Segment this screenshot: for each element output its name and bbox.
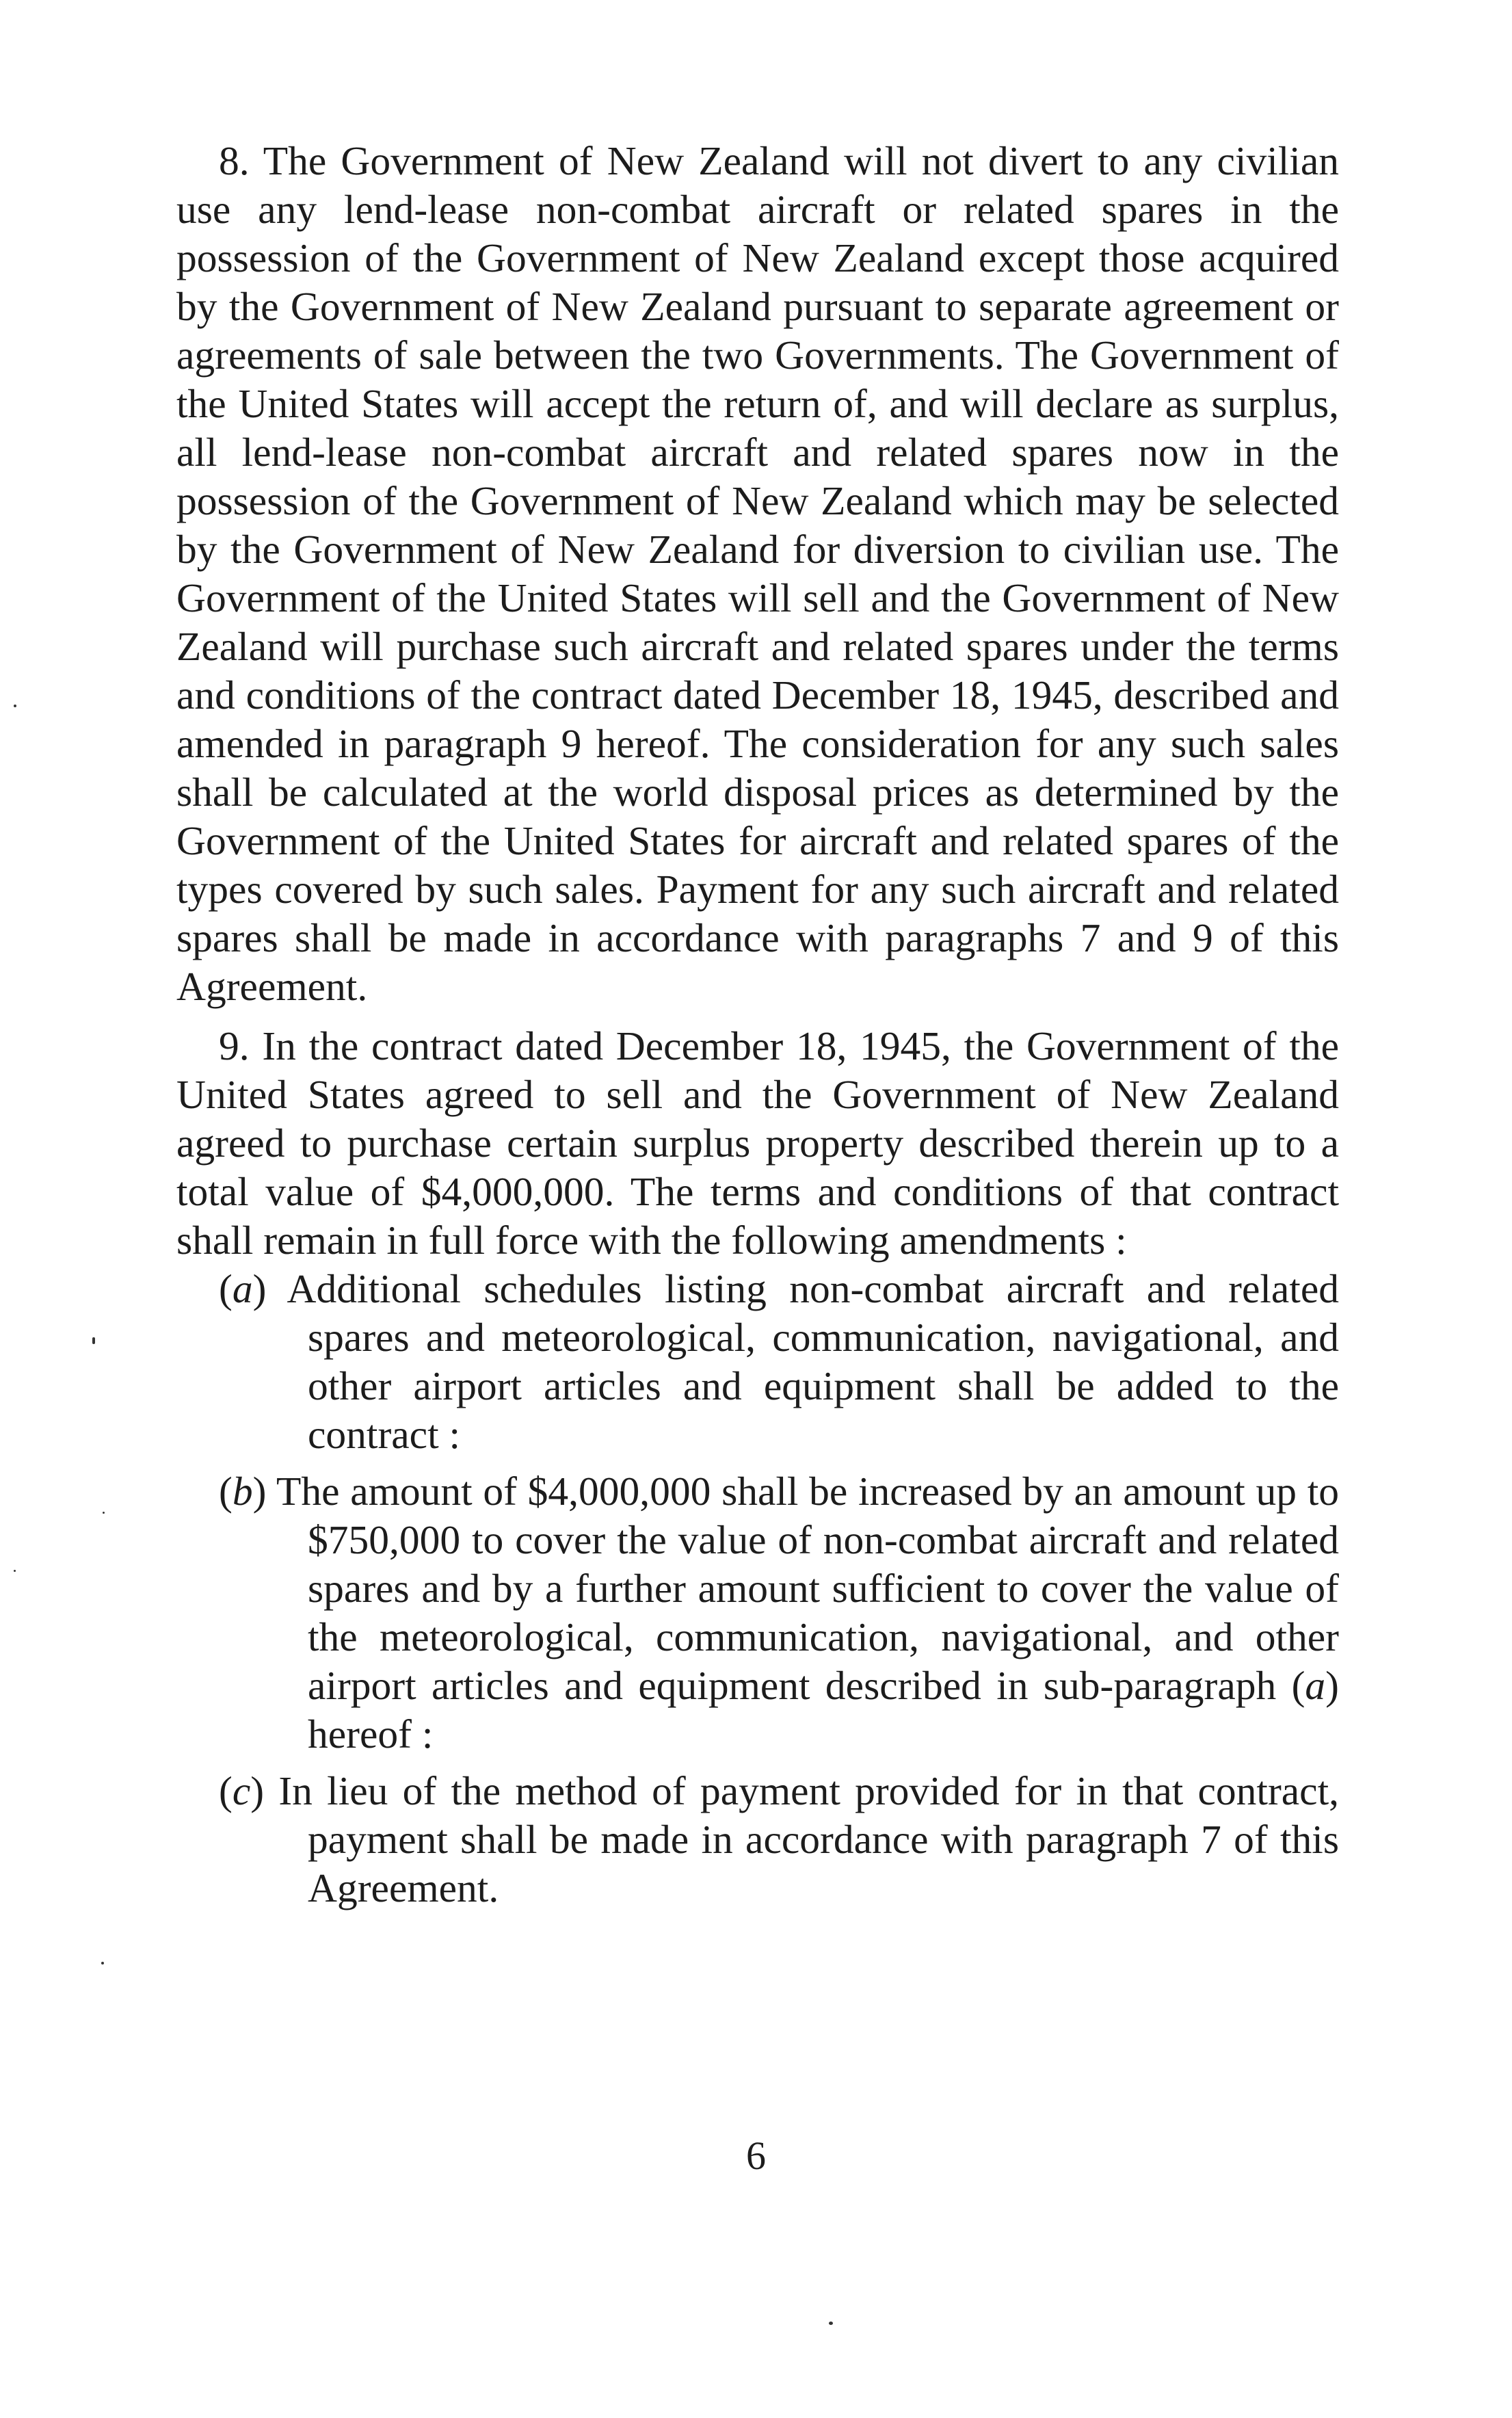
- subparagraph-text-end: hereof :: [308, 1711, 434, 1757]
- subparagraph-letter: b: [232, 1469, 253, 1514]
- subparagraph-text: In lieu of the method of payment provided for in that contract, payment shall be made in accordance with paragraph 7 of this Agreement.: [278, 1768, 1339, 1910]
- subparagraph-letter: a: [232, 1266, 253, 1311]
- scan-speck: [92, 1337, 95, 1344]
- scan-speck: [101, 1962, 104, 1964]
- subparagraph-a: [219, 1265, 1339, 1459]
- paragraph-text: In the contract dated December 18, 1945, the Government of the United States agreed to sell and the Government of New Zealand agreed to purchase certain surplus property described therein up to a total value of $4,000,000. The terms and conditions of that contract shall remain in full force with the following amendments :: [176, 1023, 1340, 1263]
- paragraph-number: 8.: [219, 138, 250, 183]
- subparagraph-label: (a): [219, 1266, 267, 1311]
- page-number: 6: [746, 2133, 766, 2178]
- page-body: [176, 137, 1339, 1913]
- scan-speck: [829, 2322, 833, 2325]
- paragraph-text: The Government of New Zealand will not divert to any civilian use any lend-lease non-combat aircraft or related spares in the possession of the Government of New Zealand except those acquired by the Government of New Zealand pursuant to separate agreement or agreements of sale between the two Governments. The Government of the United States will accept the return of, and will declare as surplus, all lend-lease non-combat aircraft and related spares now in the possession of the Government of New Zealand which may be selected by the Government of New Zealand for diversion to civilian use. The Government of the United States will sell and the Government of New Zealand will purchase such aircraft and related spares under the terms and conditions of the contract dated December 18, 1945, described and amended in paragraph 9 hereof. The consideration for any such sales shall be calculated at the world disposal prices as determined by the Government of the United States for aircraft and related spares of the types covered by such sales. Payment for any such aircraft and related spares shall be made in accordance with paragraphs 7 and 9 of this Agreement.: [176, 138, 1339, 1009]
- subparagraph-c: [219, 1767, 1339, 1913]
- scan-speck: [14, 705, 16, 707]
- subparagraph-b: (b) The amount of $4,000,000 shall be increased by an amount up to $750,000 to cover the value of non-combat aircraft and related spares and by a further amount sufficient to cover the value of the meteorological, communication, navigational, and other airport articles and equipment described in sub-paragraph (a) hereof :: [219, 1469, 1339, 1757]
- subparagraph-reference: a: [1305, 1663, 1326, 1708]
- paragraph-9: [176, 1022, 1339, 1265]
- scan-speck: [103, 1512, 105, 1514]
- subparagraph-label: (b): [219, 1469, 267, 1514]
- scan-speck: [14, 1570, 16, 1572]
- subparagraph-label: (c): [219, 1768, 265, 1813]
- paragraph-8: [176, 137, 1339, 1011]
- subparagraph-letter: c: [232, 1768, 251, 1813]
- paragraph-number: 9.: [219, 1023, 250, 1068]
- subparagraph-text: The amount of $4,000,000 shall be increased by an amount up to $750,000 to cover the value of non-combat aircraft and related spares and by a further amount sufficient to cover the value of the meteorological, communication, navigational, and other airport articles and equipment described in sub-paragraph: [276, 1469, 1339, 1708]
- subparagraph-text: Additional schedules listing non-combat aircraft and related spares and meteorological, communication, navigational, and other airport articles and equipment shall be added to the contract :: [287, 1266, 1339, 1457]
